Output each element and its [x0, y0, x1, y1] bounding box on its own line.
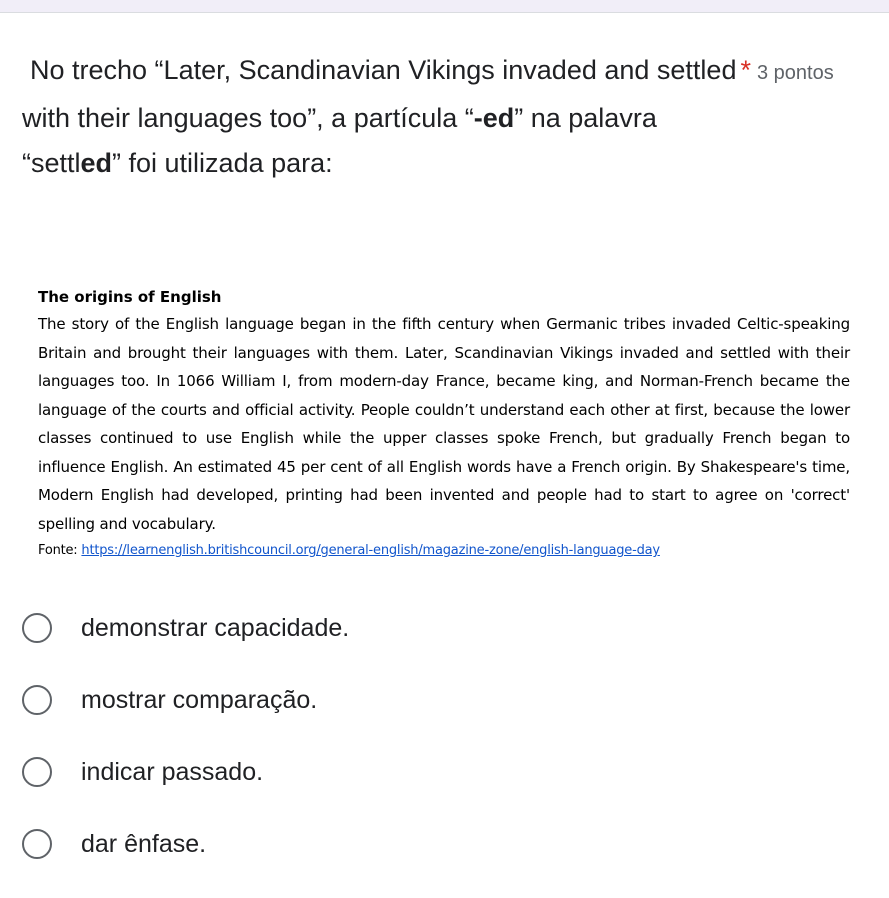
- passage-title: The origins of English: [38, 288, 222, 306]
- question-text-line2-bold: -ed: [473, 103, 515, 133]
- answer-options: [22, 610, 349, 898]
- option-indicar-passado[interactable]: [22, 754, 349, 826]
- option-label[interactable]: mostrar comparação.: [81, 686, 318, 714]
- passage-body: The story of the English language began in the fifth century when Germanic tribes invaded Celtic-speaking Britain and brought their languages with them. Later, Scandinavian Vikings invaded and settled with their languages too. In 1066 William I, from modern-day France, became king, and Norman-French became the language of the courts and official activity. People couldn’t understand each other at first, because the lower classes continued to use English while the upper classes spoke French, but gradually French began to influence English. An estimated 45 per cent of all English words have a French origin. By Shakespeare's time, Modern English had developed, printing had been invented and people had to start to agree on 'correct' spelling and vocabulary.: [38, 315, 850, 533]
- option-label[interactable]: demonstrar capacidade.: [81, 614, 350, 642]
- radio-button[interactable]: [22, 685, 52, 715]
- question-title: [22, 48, 882, 186]
- option-label[interactable]: indicar passado.: [81, 758, 264, 786]
- source-label: Fonte:: [38, 543, 78, 558]
- option-dar-enfase[interactable]: [22, 826, 349, 898]
- top-bar: [0, 0, 889, 13]
- option-demonstrar-capacidade[interactable]: [22, 610, 349, 682]
- passage-source: [38, 538, 850, 564]
- option-mostrar-comparacao[interactable]: [22, 682, 349, 754]
- points-label: 3 pontos: [756, 62, 834, 84]
- question-text-line2-prefix: with their languages too”, a partícula “: [22, 103, 474, 133]
- question-text-line3-prefix: “settl: [22, 148, 81, 178]
- radio-button[interactable]: [22, 757, 52, 787]
- question-text-line3-suffix: ” foi utilizada para:: [112, 148, 333, 178]
- question-text-line3-bold: ed: [80, 148, 113, 178]
- option-label[interactable]: dar ênfase.: [81, 830, 207, 858]
- required-asterisk: *: [740, 55, 751, 85]
- question-text-line2-suffix: ” na palavra: [514, 103, 657, 133]
- question-text-line1: No trecho “Later, Scandinavian Vikings invaded and settled: [30, 55, 737, 85]
- passage-image: [38, 284, 850, 564]
- source-link[interactable]: https://learnenglish.britishcouncil.org/general-english/magazine-zone/english-language-day: [81, 543, 660, 558]
- radio-button[interactable]: [22, 613, 52, 643]
- radio-button[interactable]: [22, 829, 52, 859]
